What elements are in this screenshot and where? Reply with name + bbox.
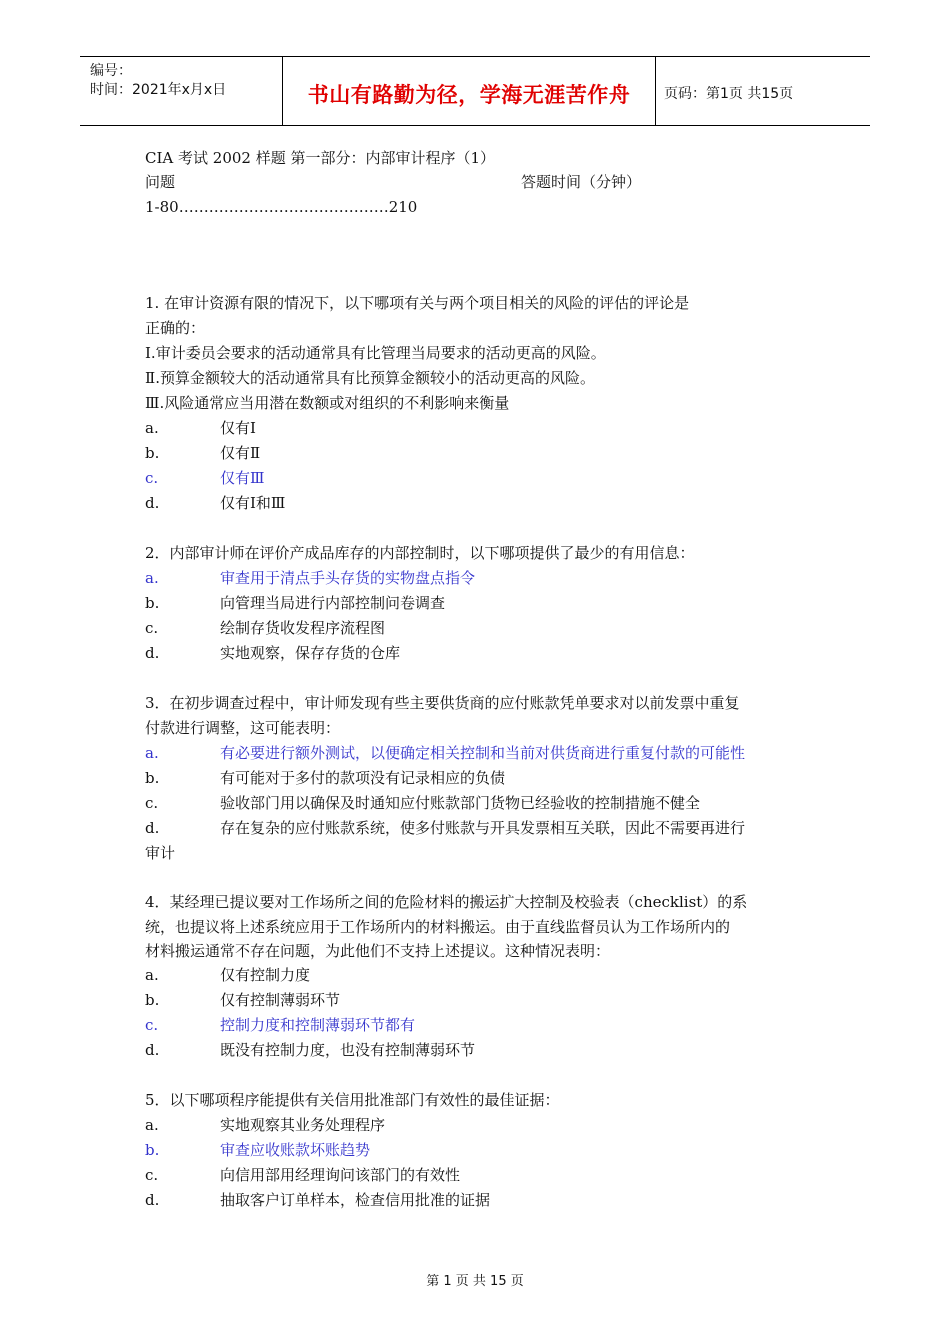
option-letter: a. (145, 744, 159, 762)
option-letter: a. (145, 1116, 159, 1134)
q4-stem-line1: 4．某经理已提议要对工作场所之间的危险材料的搬运扩大控制及校验表（checklist）的系 (145, 893, 748, 911)
option-letter: d. (145, 819, 160, 837)
option-letter: b. (145, 444, 160, 462)
date-label: 时间：2021年x月x日 (90, 82, 227, 98)
option-letter: c. (145, 1016, 159, 1034)
option-letter: b. (145, 594, 160, 612)
q5-stem: 5．以下哪项程序能提供有关信用批准部门有效性的最佳证据： (145, 1091, 560, 1109)
option-text: 存在复杂的应付账款系统，使多付账款与开具发票相互关联，因此不需要再进行 (220, 819, 746, 837)
option-text: 有必要进行额外测试，以便确定相关控制和当前对供货商进行重复付款的可能性 (220, 744, 746, 762)
option-letter: b. (145, 1141, 160, 1159)
option-text: 审查应收账款坏账趋势 (220, 1141, 371, 1159)
header-meta (80, 57, 283, 125)
option-letter: d. (145, 494, 160, 512)
option-letter: b. (145, 769, 160, 787)
intro-title: CIA 考试 2002 样题 第一部分：内部审计程序（1） (145, 149, 496, 167)
option-text: 仅有控制力度 (220, 966, 311, 984)
header-page-cell (656, 57, 870, 125)
q3-stem-line2: 付款进行调整，这可能表明： (145, 719, 341, 737)
q1-stem-line2: 正确的： (145, 319, 206, 337)
option-text: 向管理当局进行内部控制问卷调查 (220, 594, 446, 612)
option-letter: b. (145, 991, 160, 1009)
q1-statement-2: Ⅱ.预算金额较大的活动通常具有比预算金额较小的活动更高的风险。 (145, 369, 595, 387)
q3-option-d-continued: 审计 (145, 844, 176, 862)
option-text: 实地观察其业务处理程序 (220, 1116, 386, 1134)
option-letter: a. (145, 966, 159, 984)
q2-stem: 2．内部审计师在评价产成品库存的内部控制时，以下哪项提供了最少的有用信息： (145, 544, 695, 562)
option-letter: a. (145, 569, 159, 587)
option-text: 控制力度和控制薄弱环节都有 (220, 1016, 416, 1034)
option-letter: d. (145, 1191, 160, 1209)
intro-col2: 答题时间（分钟） (521, 173, 642, 191)
q4-stem-line3: 材料搬运通常不存在问题，为此他们不支持上述提议。这种情况表明： (145, 942, 611, 960)
option-letter: c. (145, 619, 159, 637)
q1-stem-line1: 1. 在审计资源有限的情况下，以下哪项有关与两个项目相关的风险的评估的评论是 (145, 294, 690, 312)
page-header (80, 56, 870, 126)
option-text: 既没有控制力度，也没有控制薄弱环节 (220, 1041, 476, 1059)
option-letter: c. (145, 794, 159, 812)
page-footer: 第 1 页 共 15 页 (426, 1274, 524, 1289)
option-text: 仅有控制薄弱环节 (220, 991, 341, 1009)
intro-col1: 问题 (145, 173, 176, 191)
option-text: 仅有Ⅱ (220, 444, 261, 462)
option-letter: c. (145, 469, 159, 487)
option-text: 绘制存货收发程序流程图 (220, 619, 386, 637)
option-letter: d. (145, 1041, 160, 1059)
option-letter: d. (145, 644, 160, 662)
motto-text: 书山有路勤为径，学海无涯苦作舟 (307, 83, 631, 107)
header-motto-cell (283, 57, 656, 125)
option-text: 抽取客户订单样本，检查信用批准的证据 (220, 1191, 491, 1209)
q1-statement-3: Ⅲ.风险通常应当用潜在数额或对组织的不利影响来衡量 (145, 394, 510, 412)
q4-stem-line2: 统，也提议将上述系统应用于工作场所内的材料搬运。由于直线监督员认为工作场所内的 (145, 918, 731, 936)
option-text: 仅有Ⅰ和Ⅲ (220, 494, 286, 512)
option-text: 实地观察，保存存货的仓库 (220, 644, 401, 662)
option-text: 向信用部用经理询问该部门的有效性 (220, 1166, 461, 1184)
intro-range: 1-80……………………………………210 (145, 198, 418, 216)
option-text: 有可能对于多付的款项没有记录相应的负债 (220, 769, 506, 787)
page-info: 页码：第1页 共15页 (664, 86, 794, 102)
option-text: 仅有Ⅲ (220, 469, 265, 487)
q3-stem-line1: 3．在初步调查过程中，审计师发现有些主要供货商的应付账款凭单要求对以前发票中重复 (145, 694, 740, 712)
option-text: 仅有Ⅰ (220, 419, 256, 437)
option-letter: c. (145, 1166, 159, 1184)
number-label: 编号： (90, 63, 132, 79)
option-letter: a. (145, 419, 159, 437)
option-text: 验收部门用以确保及时通知应付账款部门货物已经验收的控制措施不健全 (220, 794, 701, 812)
q1-statement-1: Ⅰ.审计委员会要求的活动通常具有比管理当局要求的活动更高的风险。 (145, 344, 606, 362)
option-text: 审查用于清点手头存货的实物盘点指令 (220, 569, 476, 587)
